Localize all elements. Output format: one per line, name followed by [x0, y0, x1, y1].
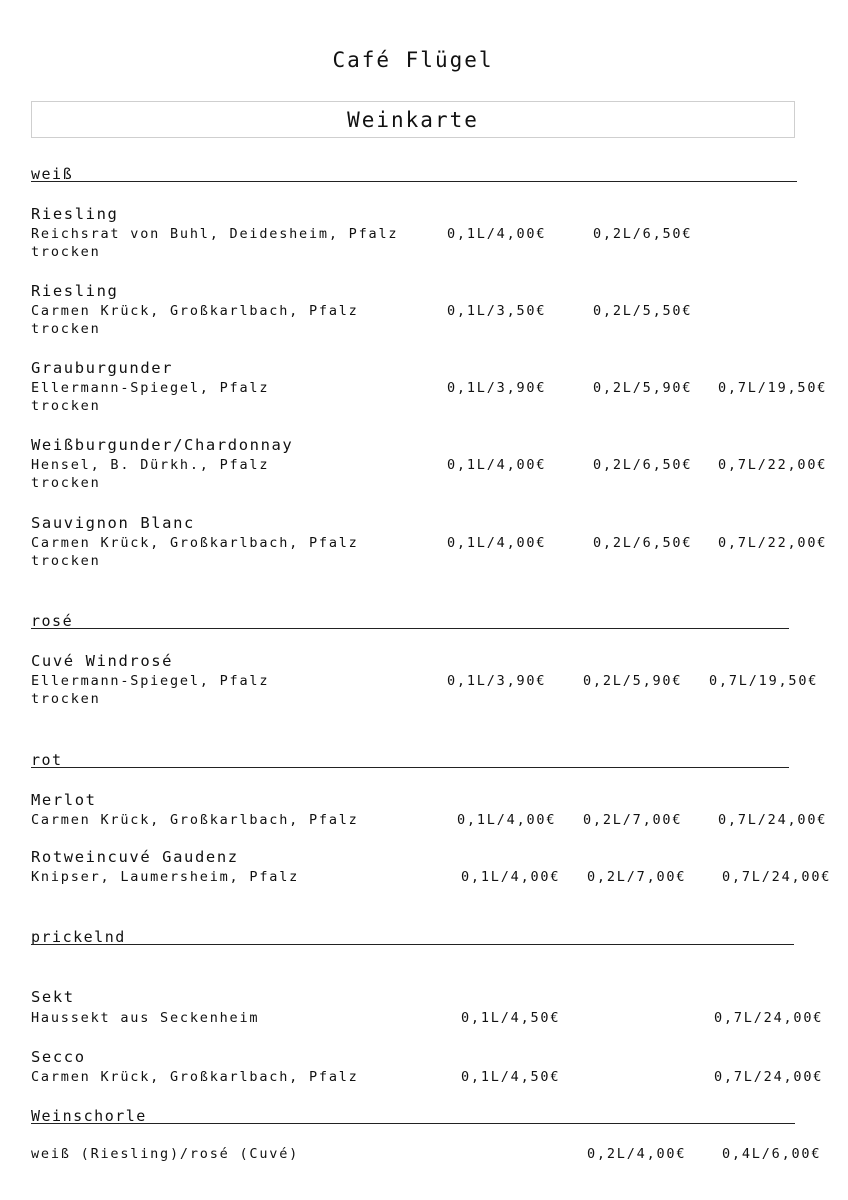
section-rule-weinschorle: [31, 1123, 795, 1124]
wine-style: trocken: [31, 321, 101, 337]
wine-name: Grauburgunder: [31, 359, 174, 377]
price-01l: 0,1L/3,90€: [447, 380, 547, 396]
price-02l: 0,2L/6,50€: [593, 535, 693, 551]
price-01l: 0,1L/4,00€: [461, 869, 561, 885]
price-02l: 0,2L/7,00€: [583, 812, 683, 828]
wine-style: trocken: [31, 553, 101, 569]
price-07l: 0,7L/19,50€: [709, 673, 819, 689]
section-label-rot: rot: [31, 751, 63, 769]
wine-producer: Haussekt aus Seckenheim: [31, 1010, 260, 1026]
price-07l: 0,7L/22,00€: [718, 457, 828, 473]
price-07l: 0,7L/24,00€: [722, 869, 832, 885]
wine-producer: Hensel, B. Dürkh., Pfalz: [31, 457, 270, 473]
wine-producer: Reichsrat von Buhl, Deidesheim, Pfalz: [31, 226, 399, 242]
price-01l: 0,1L/4,00€: [447, 457, 547, 473]
wine-producer: Ellermann-Spiegel, Pfalz: [31, 380, 270, 396]
wine-style: trocken: [31, 475, 101, 491]
wine-name: Cuvé Windrosé: [31, 652, 174, 670]
wine-producer: Knipser, Laumersheim, Pfalz: [31, 869, 300, 885]
wine-name: Sauvignon Blanc: [31, 514, 195, 532]
section-label-rose: rosé: [31, 612, 74, 630]
menu-subtitle: Weinkarte: [347, 108, 479, 132]
section-rule-weiss: [31, 181, 797, 182]
wine-producer: Carmen Krück, Großkarlbach, Pfalz: [31, 303, 359, 319]
price-07l: 0,7L/24,00€: [714, 1010, 824, 1026]
price-01l: 0,1L/4,50€: [461, 1069, 561, 1085]
wine-producer: Carmen Krück, Großkarlbach, Pfalz: [31, 1069, 359, 1085]
price-07l: 0,7L/22,00€: [718, 535, 828, 551]
section-label-prickelnd: prickelnd: [31, 928, 126, 946]
wine-style: trocken: [31, 691, 101, 707]
price-07l: 0,7L/24,00€: [714, 1069, 824, 1085]
section-rule-rose: [31, 628, 789, 629]
section-rule-prickelnd: [31, 944, 794, 945]
price-01l: 0,1L/4,00€: [447, 226, 547, 242]
wine-style: trocken: [31, 398, 101, 414]
section-label-weinschorle: Weinschorle: [31, 1107, 147, 1125]
price-02l: 0,2L/5,90€: [583, 673, 683, 689]
price-01l: 0,1L/4,00€: [457, 812, 557, 828]
wine-producer: Ellermann-Spiegel, Pfalz: [31, 673, 270, 689]
wine-style: trocken: [31, 244, 101, 260]
wine-name: Sekt: [31, 988, 75, 1006]
price-02l: 0,2L/6,50€: [593, 226, 693, 242]
price-02l: 0,2L/5,90€: [593, 380, 693, 396]
price-04l: 0,4L/6,00€: [722, 1146, 822, 1162]
wine-producer: Carmen Krück, Großkarlbach, Pfalz: [31, 535, 359, 551]
wine-name: Weißburgunder/Chardonnay: [31, 436, 294, 454]
section-label-weiss: weiß: [31, 165, 74, 183]
price-02l: 0,2L/6,50€: [593, 457, 693, 473]
price-02l: 0,2L/7,00€: [587, 869, 687, 885]
price-01l: 0,1L/4,00€: [447, 535, 547, 551]
page-title: Café Flügel: [332, 48, 494, 72]
wine-name: Rotweincuvé Gaudenz: [31, 848, 239, 866]
wine-name: Riesling: [31, 205, 119, 223]
price-07l: 0,7L/19,50€: [718, 380, 828, 396]
wine-name: Riesling: [31, 282, 119, 300]
price-01l: 0,1L/4,50€: [461, 1010, 561, 1026]
wine-name: Secco: [31, 1048, 86, 1066]
price-02l: 0,2L/4,00€: [587, 1146, 687, 1162]
price-07l: 0,7L/24,00€: [718, 812, 828, 828]
wine-name: weiß (Riesling)/rosé (Cuvé): [31, 1146, 300, 1162]
wine-name: Merlot: [31, 791, 97, 809]
price-01l: 0,1L/3,50€: [447, 303, 547, 319]
wine-producer: Carmen Krück, Großkarlbach, Pfalz: [31, 812, 359, 828]
price-02l: 0,2L/5,50€: [593, 303, 693, 319]
section-rule-rot: [31, 767, 789, 768]
price-01l: 0,1L/3,90€: [447, 673, 547, 689]
